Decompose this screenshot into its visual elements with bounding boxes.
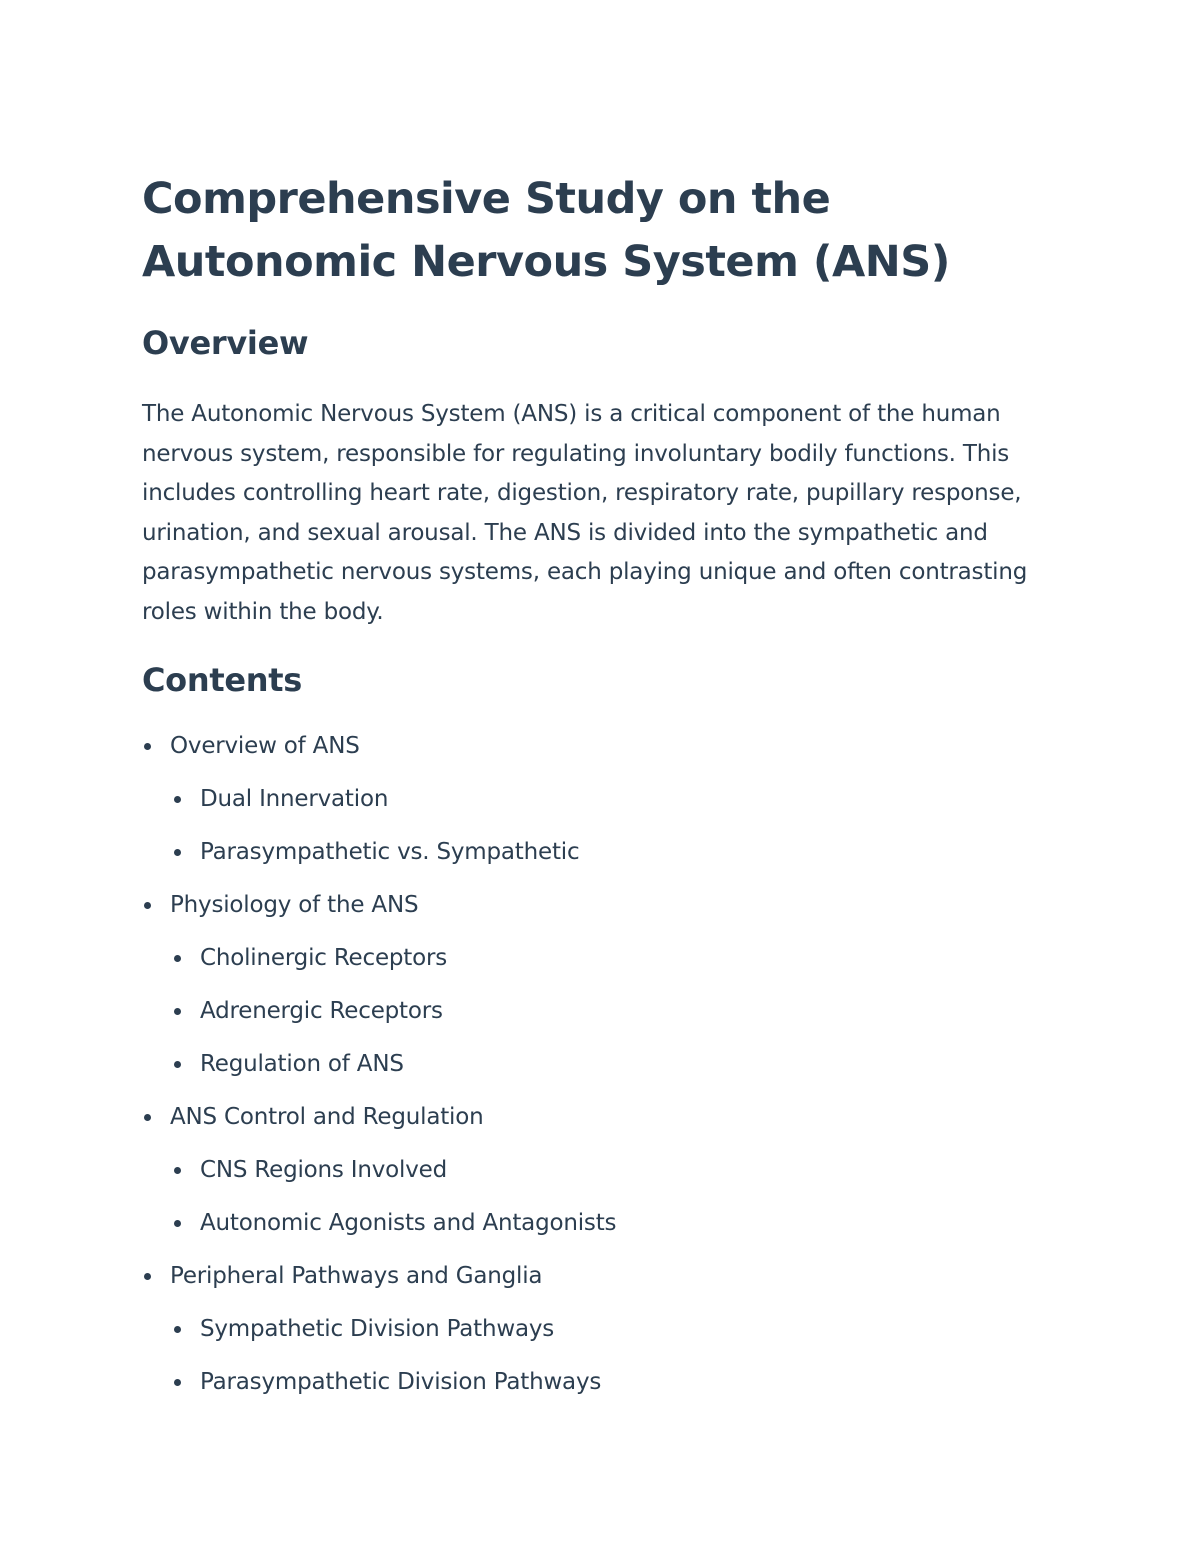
contents-item-label: Physiology of the ANS <box>170 891 419 918</box>
contents-item-label: CNS Regions Involved <box>200 1156 448 1183</box>
contents-subitem <box>142 985 1042 1038</box>
bullet-icon <box>174 955 181 962</box>
document-title: Comprehensive Study on the Autonomic Nervous System (ANS) <box>142 174 950 287</box>
overview-heading: Overview <box>142 324 309 362</box>
bullet-icon <box>174 1220 181 1227</box>
contents-item-label: Adrenergic Receptors <box>200 997 443 1024</box>
contents-item <box>142 1091 1042 1144</box>
bullet-icon <box>144 743 151 750</box>
contents-item-label: Parasympathetic Division Pathways <box>200 1368 602 1395</box>
contents-subitem <box>142 1038 1042 1091</box>
contents-item-label: ANS Control and Regulation <box>170 1103 484 1130</box>
bullet-icon <box>174 1008 181 1015</box>
contents-item <box>142 720 1042 773</box>
contents-item-label: Overview of ANS <box>170 732 360 759</box>
contents-item <box>142 879 1042 932</box>
contents-list <box>142 720 1042 1409</box>
bullet-icon <box>144 1273 151 1280</box>
document-page <box>142 168 1042 1409</box>
bullet-icon <box>174 1061 181 1068</box>
contents-subitem <box>142 1303 1042 1356</box>
contents-subitem <box>142 1144 1042 1197</box>
contents-item-label: Autonomic Agonists and Antagonists <box>200 1209 617 1236</box>
contents-subitem <box>142 932 1042 985</box>
bullet-icon <box>144 1114 151 1121</box>
contents-subitem <box>142 826 1042 879</box>
contents-subitem <box>142 1356 1042 1409</box>
contents-item-label: Sympathetic Division Pathways <box>200 1315 555 1342</box>
overview-paragraph: The Autonomic Nervous System (ANS) is a critical component of the human nervous system, responsible for regulating involuntary bodily functions. This includes controlling heart rate, digestion, respiratory rate, pupillary response, urination, and sexual arousal. The ANS is divided into the sympathetic and parasympathetic nervous systems, each playing unique and often contrasting roles within the body. <box>142 401 1028 625</box>
contents-item-label: Peripheral Pathways and Ganglia <box>170 1262 543 1289</box>
contents-item-label: Cholinergic Receptors <box>200 944 448 971</box>
bullet-icon <box>174 1379 181 1386</box>
contents-item-label: Dual Innervation <box>200 785 389 812</box>
contents-subitem <box>142 773 1042 826</box>
contents-item <box>142 1250 1042 1303</box>
bullet-icon <box>144 902 151 909</box>
bullet-icon <box>174 849 181 856</box>
contents-item-label: Parasympathetic vs. Sympathetic <box>200 838 580 865</box>
bullet-icon <box>174 796 181 803</box>
contents-heading: Contents <box>142 660 302 699</box>
contents-subitem <box>142 1197 1042 1250</box>
contents-item-label: Regulation of ANS <box>200 1050 404 1077</box>
bullet-icon <box>174 1167 181 1174</box>
bullet-icon <box>174 1326 181 1333</box>
